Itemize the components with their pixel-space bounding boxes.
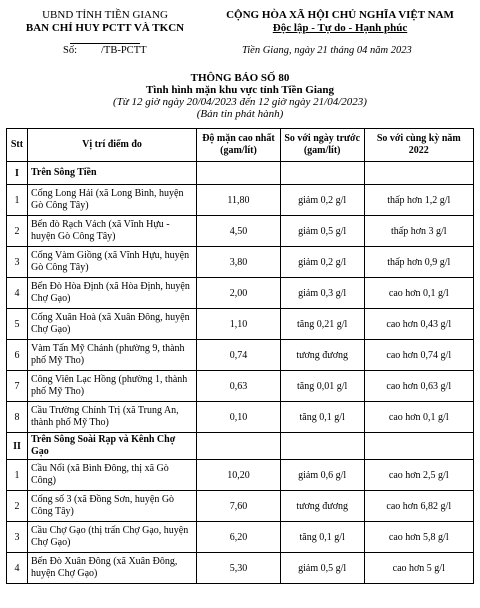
table-row <box>7 309 474 340</box>
row-number: 5 <box>7 309 28 340</box>
document-number <box>63 45 147 56</box>
table-row <box>7 460 474 491</box>
national-motto: Độc lập - Tự do - Hạnh phúc <box>272 22 408 34</box>
vs-previous-day-cell: giảm 0,2 g/l <box>280 185 364 216</box>
vs-previous-day-cell: tương đương <box>280 491 364 522</box>
location-cell: Cống Xuân Hoà (xã Xuân Đông, huyện Chợ Gạo) <box>27 309 196 340</box>
row-number: 4 <box>7 278 28 309</box>
national-title: CỘNG HÒA XÃ HỘI CHỦ NGHĨA VIỆT NAM <box>226 9 454 21</box>
location-cell: Bến Đò Xuân Đông (xã Xuân Đông, huyện Chợ Gạo) <box>27 553 196 584</box>
vs-2022-cell: thấp hơn 1,2 g/l <box>364 185 473 216</box>
table-header-row <box>7 129 474 162</box>
header-max-salinity: Độ mặn cao nhất (gam/lít) <box>197 129 281 162</box>
section-row <box>7 162 474 185</box>
max-salinity-cell: 0,10 <box>197 402 281 433</box>
notice-title: THÔNG BÁO SỐ 80 <box>190 72 290 84</box>
max-salinity-cell: 10,20 <box>197 460 281 491</box>
vs-previous-day-cell: giảm 0,5 g/l <box>280 553 364 584</box>
vs-2022-cell: cao hơn 0,1 g/l <box>364 278 473 309</box>
row-number: 1 <box>7 185 28 216</box>
row-number: 4 <box>7 553 28 584</box>
vs-2022-cell: cao hơn 0,63 g/l <box>364 371 473 402</box>
location-cell: Bến đò Rạch Vách (xã Vĩnh Hựu - huyện Gò Công Tây) <box>27 216 196 247</box>
header-stt: Stt <box>7 129 28 162</box>
vs-previous-day-cell: tăng 0,1 g/l <box>280 522 364 553</box>
vs-previous-day-cell: giảm 0,6 g/l <box>280 460 364 491</box>
national-header <box>200 9 480 35</box>
empty-cell <box>364 433 473 460</box>
vs-2022-cell: cao hơn 5,8 g/l <box>364 522 473 553</box>
vs-2022-cell: cao hơn 0,1 g/l <box>364 402 473 433</box>
location-cell: Cầu Chợ Gạo (thị trấn Chợ Gạo, huyện Chợ Gạo) <box>27 522 196 553</box>
document-number-label: Số: <box>63 45 78 56</box>
row-number: 7 <box>7 371 28 402</box>
row-number: 2 <box>7 216 28 247</box>
vs-2022-cell: thấp hơn 0,9 g/l <box>364 247 473 278</box>
max-salinity-cell: 5,30 <box>197 553 281 584</box>
row-number: 3 <box>7 522 28 553</box>
location-cell: Cầu Trường Chính Trị (xã Trung An, thành phố Mỹ Tho) <box>27 402 196 433</box>
table-row <box>7 278 474 309</box>
location-cell: Cống Vàm Giồng (xã Vĩnh Hựu, huyện Gò Công Tây) <box>27 247 196 278</box>
empty-cell <box>280 162 364 185</box>
row-number: 1 <box>7 460 28 491</box>
section-row <box>7 433 474 460</box>
table-row <box>7 522 474 553</box>
location-cell: Cầu Nổi (xã Bình Đông, thị xã Gò Công) <box>27 460 196 491</box>
max-salinity-cell: 4,50 <box>197 216 281 247</box>
max-salinity-cell: 7,60 <box>197 491 281 522</box>
salinity-table <box>6 128 474 584</box>
row-number: 3 <box>7 247 28 278</box>
max-salinity-cell: 1,10 <box>197 309 281 340</box>
header-vs-previous-day: So với ngày trước (gam/lít) <box>280 129 364 162</box>
vs-previous-day-cell: tăng 0,21 g/l <box>280 309 364 340</box>
vs-2022-cell: thấp hơn 3 g/l <box>364 216 473 247</box>
location-cell: Vàm Tấn Mỹ Chánh (phường 9, thành phố Mỹ Tho) <box>27 340 196 371</box>
table-row <box>7 340 474 371</box>
location-cell: Cống Long Hải (xã Long Bình, huyện Gò Công Tây) <box>27 185 196 216</box>
vs-previous-day-cell: giảm 0,3 g/l <box>280 278 364 309</box>
vs-previous-day-cell: giảm 0,5 g/l <box>280 216 364 247</box>
row-number: 8 <box>7 402 28 433</box>
agency-department: BAN CHỈ HUY PCTT VÀ TKCN <box>25 22 185 34</box>
table-row <box>7 216 474 247</box>
empty-cell <box>197 162 281 185</box>
empty-cell <box>197 433 281 460</box>
document-date: Tiền Giang, ngày 21 tháng 04 năm 2023 <box>242 45 412 56</box>
table-row <box>7 402 474 433</box>
agency-header <box>10 9 200 48</box>
document-number-value: /TB-PCTT <box>101 45 147 56</box>
vs-2022-cell: cao hơn 0,43 g/l <box>364 309 473 340</box>
vs-previous-day-cell: giảm 0,2 g/l <box>280 247 364 278</box>
row-number: 2 <box>7 491 28 522</box>
table-row <box>7 185 474 216</box>
max-salinity-cell: 2,00 <box>197 278 281 309</box>
agency-underline <box>70 43 140 44</box>
location-cell: Cống số 3 (xã Đồng Sơn, huyện Gò Công Tây) <box>27 491 196 522</box>
table-row <box>7 371 474 402</box>
empty-cell <box>280 433 364 460</box>
notice-subject: Tình hình mặn khu vực tỉnh Tiền Giang <box>145 84 335 96</box>
max-salinity-cell: 6,20 <box>197 522 281 553</box>
header-location: Vị trí điểm đo <box>27 129 196 162</box>
row-number: 6 <box>7 340 28 371</box>
table-row <box>7 553 474 584</box>
section-number: II <box>7 433 28 460</box>
max-salinity-cell: 0,63 <box>197 371 281 402</box>
section-label: Trên Sông Tiền <box>27 162 196 185</box>
vs-2022-cell: cao hơn 0,74 g/l <box>364 340 473 371</box>
notice-status: (Bản tin phát hành) <box>196 108 284 120</box>
vs-previous-day-cell: tương đương <box>280 340 364 371</box>
table-row <box>7 247 474 278</box>
vs-2022-cell: cao hơn 2,5 g/l <box>364 460 473 491</box>
section-label: Trên Sông Soài Rạp và Kênh Chợ Gạo <box>27 433 196 460</box>
vs-previous-day-cell: tăng 0,01 g/l <box>280 371 364 402</box>
max-salinity-cell: 11,80 <box>197 185 281 216</box>
empty-cell <box>364 162 473 185</box>
agency-name: UBND TỈNH TIỀN GIANG <box>42 9 168 21</box>
header-vs-same-period-2022: So với cùng kỳ năm 2022 <box>364 129 473 162</box>
table-row <box>7 491 474 522</box>
location-cell: Công Viên Lạc Hồng (phường 1, thành phố Mỹ Tho) <box>27 371 196 402</box>
section-number: I <box>7 162 28 185</box>
notice-period: (Từ 12 giờ ngày 20/04/2023 đến 12 giờ ngày 21/04/2023) <box>113 96 367 108</box>
max-salinity-cell: 3,80 <box>197 247 281 278</box>
vs-2022-cell: cao hơn 6,82 g/l <box>364 491 473 522</box>
vs-previous-day-cell: tăng 0,1 g/l <box>280 402 364 433</box>
vs-2022-cell: cao hơn 5 g/l <box>364 553 473 584</box>
max-salinity-cell: 0,74 <box>197 340 281 371</box>
location-cell: Bến Đò Hòa Định (xã Hòa Định, huyện Chợ Gạo) <box>27 278 196 309</box>
